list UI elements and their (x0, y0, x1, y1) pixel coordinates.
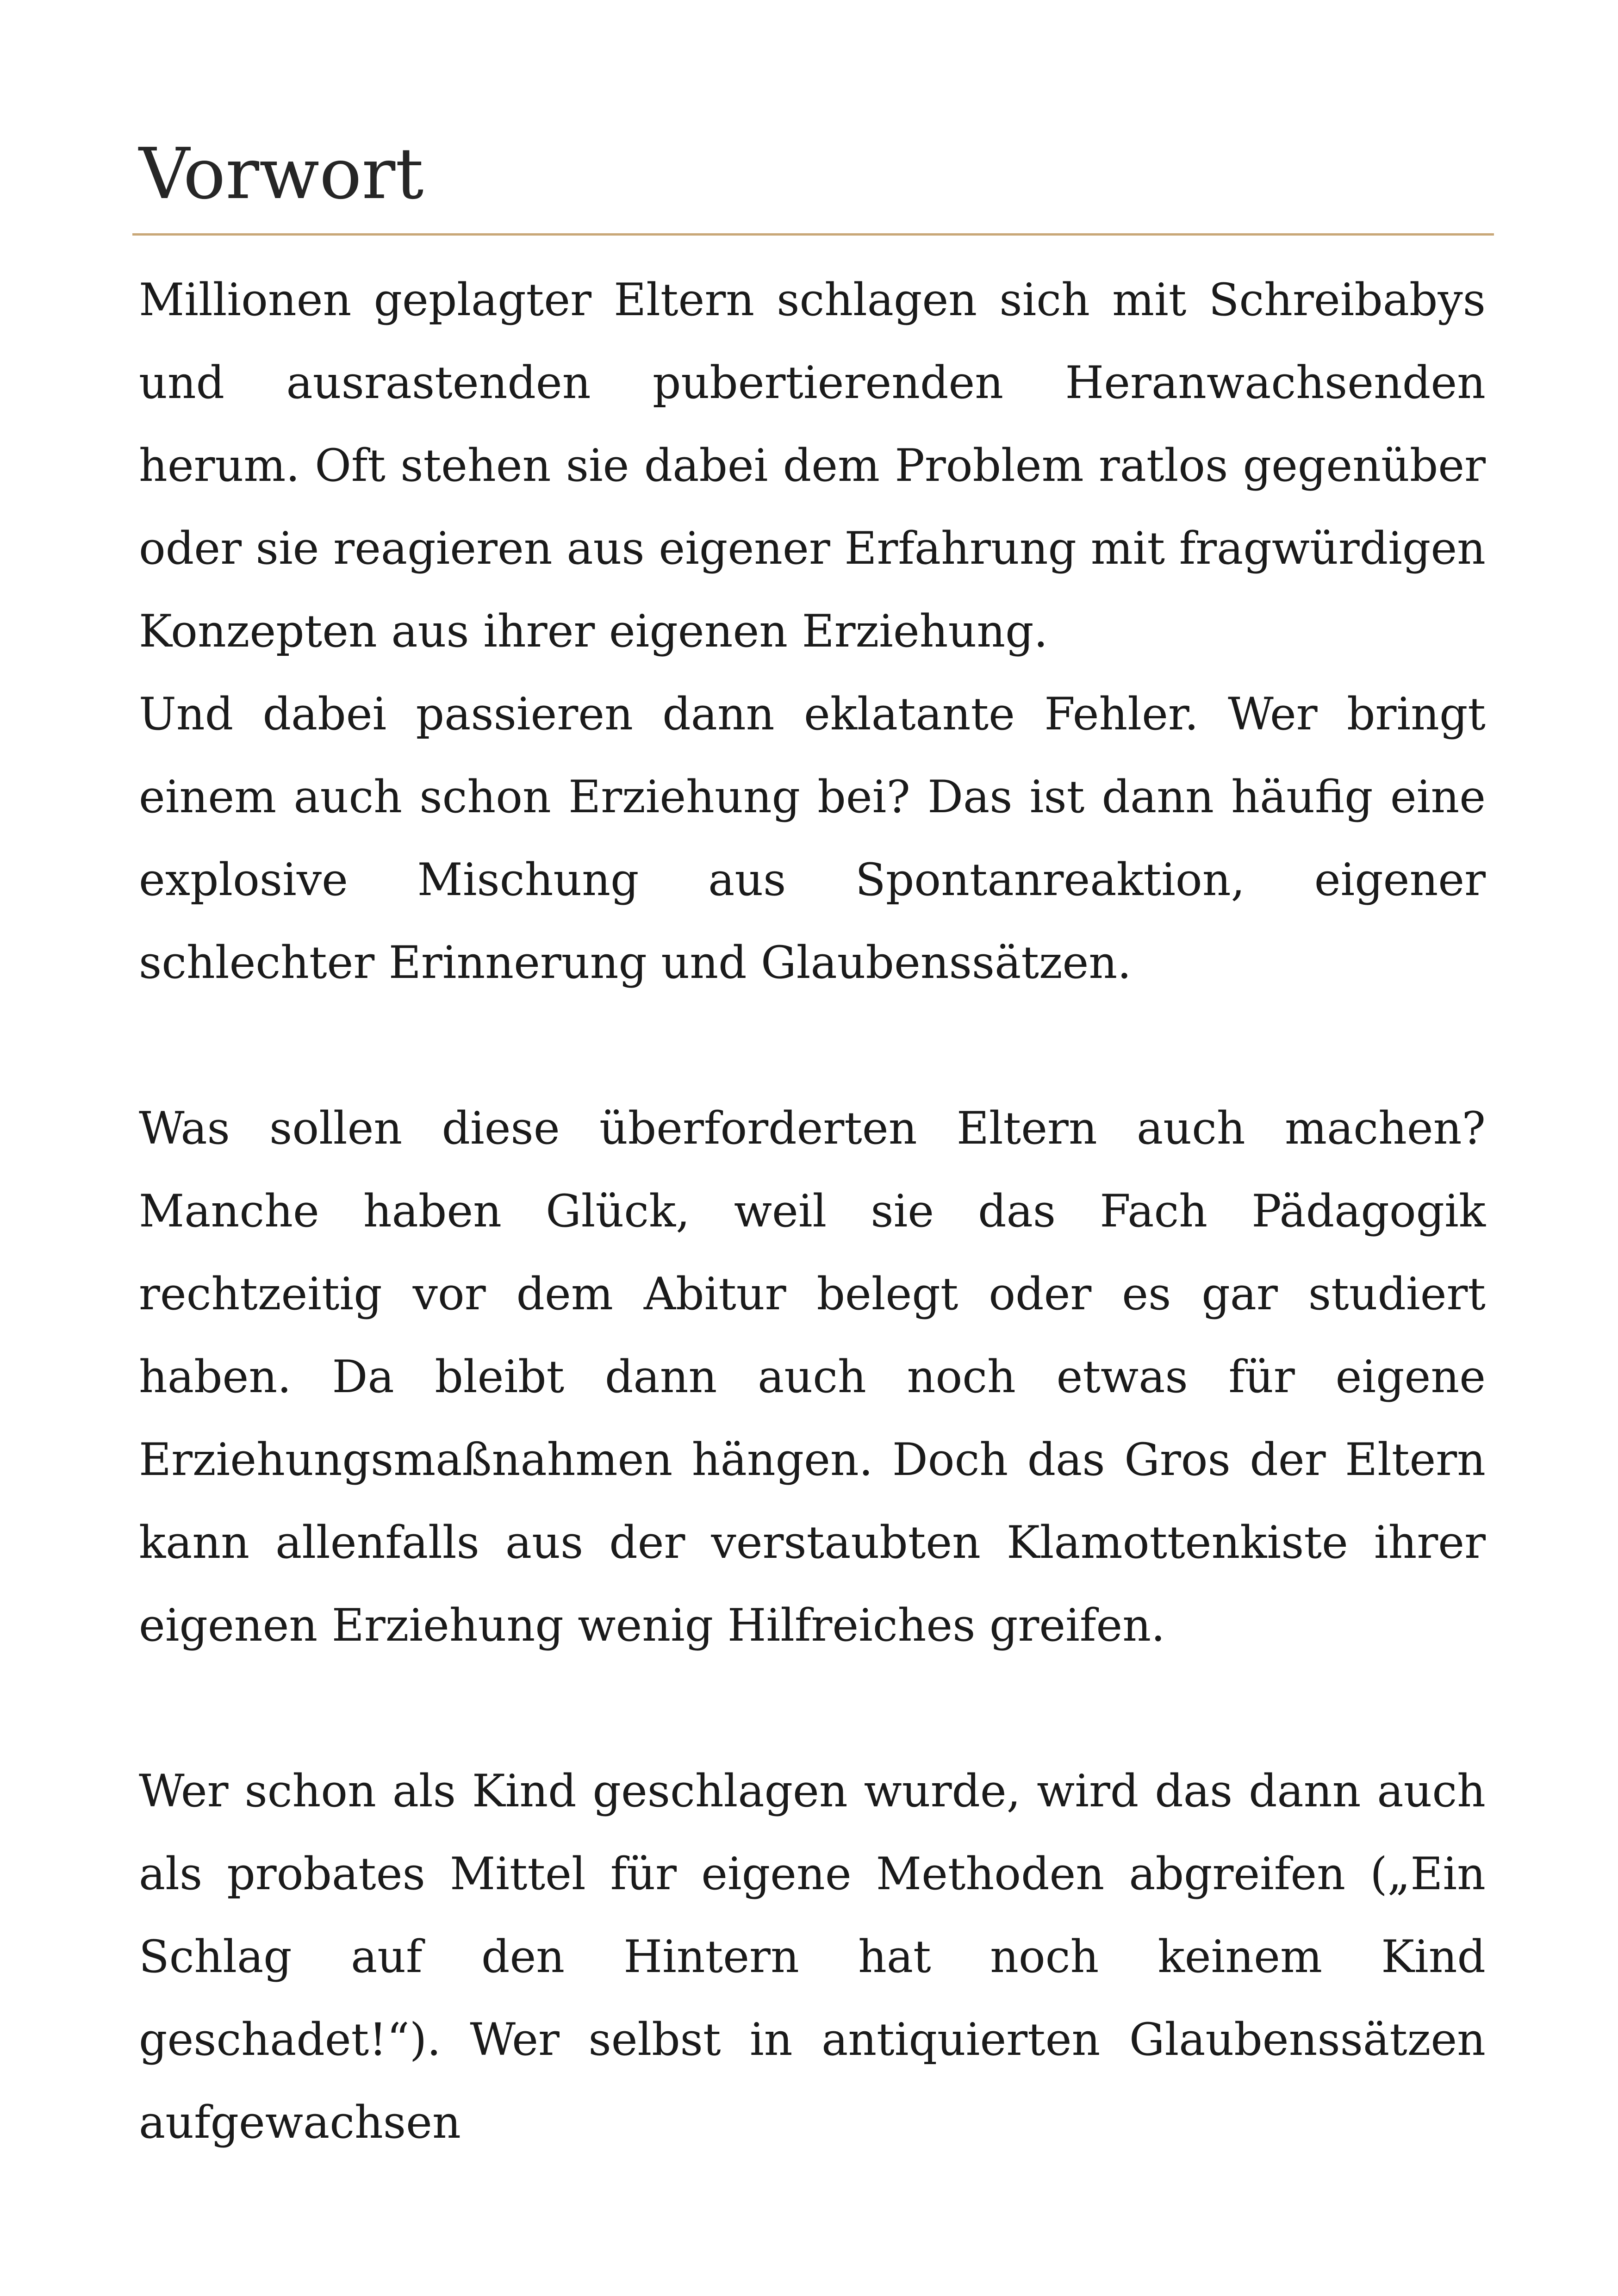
paragraph-2: Und dabei passieren dann eklatante Fehler. Wer bringt einem auch schon Erziehung bei? Das ist dann häufig eine explosive Mischung aus Spontanreaktion, eigener schlechter Erinnerung und Glaubenssätzen. (139, 688, 1486, 989)
paragraph-spacer (138, 1667, 1486, 1750)
paragraph-1: Millionen geplagter Eltern schlagen sich mit Schreibabys und ausrastenden pubertierenden Heranwachsenden herum. Oft stehen sie dabei dem Problem ratlos gegenüber oder sie reagieren aus eigener Erfahrung mit fragwürdigen Konzepten aus ihrer eigenen Erziehung. (139, 274, 1486, 657)
page-content (138, 133, 1486, 2164)
paragraph-3: Was sollen diese überforderten Eltern auch machen? Manche haben Glück, weil sie das Fach Pädagogik rechtzeitig vor dem Abitur belegt oder es gar studiert haben. Da bleibt dann auch noch etwas für eigene Erziehungsmaßnahmen hängen. Doch das Gros der Eltern kann allenfalls aus der verstaubten Klamottenkiste ihrer eigenen Erziehung wenig Hilfreiches greifen. (139, 1102, 1486, 1651)
page-title: Vorwort (139, 133, 424, 215)
paragraph-4: Wer schon als Kind geschlagen wurde, wird das dann auch als probates Mittel für eigene Methoden abgreifen („Ein Schlag auf den Hintern hat noch keinem Kind geschadet!“). Wer selbst in antiquierten Glaubenssätzen aufgewachsen (139, 1765, 1486, 2148)
paragraph-spacer (138, 1004, 1486, 1087)
heading-underline (132, 233, 1494, 236)
